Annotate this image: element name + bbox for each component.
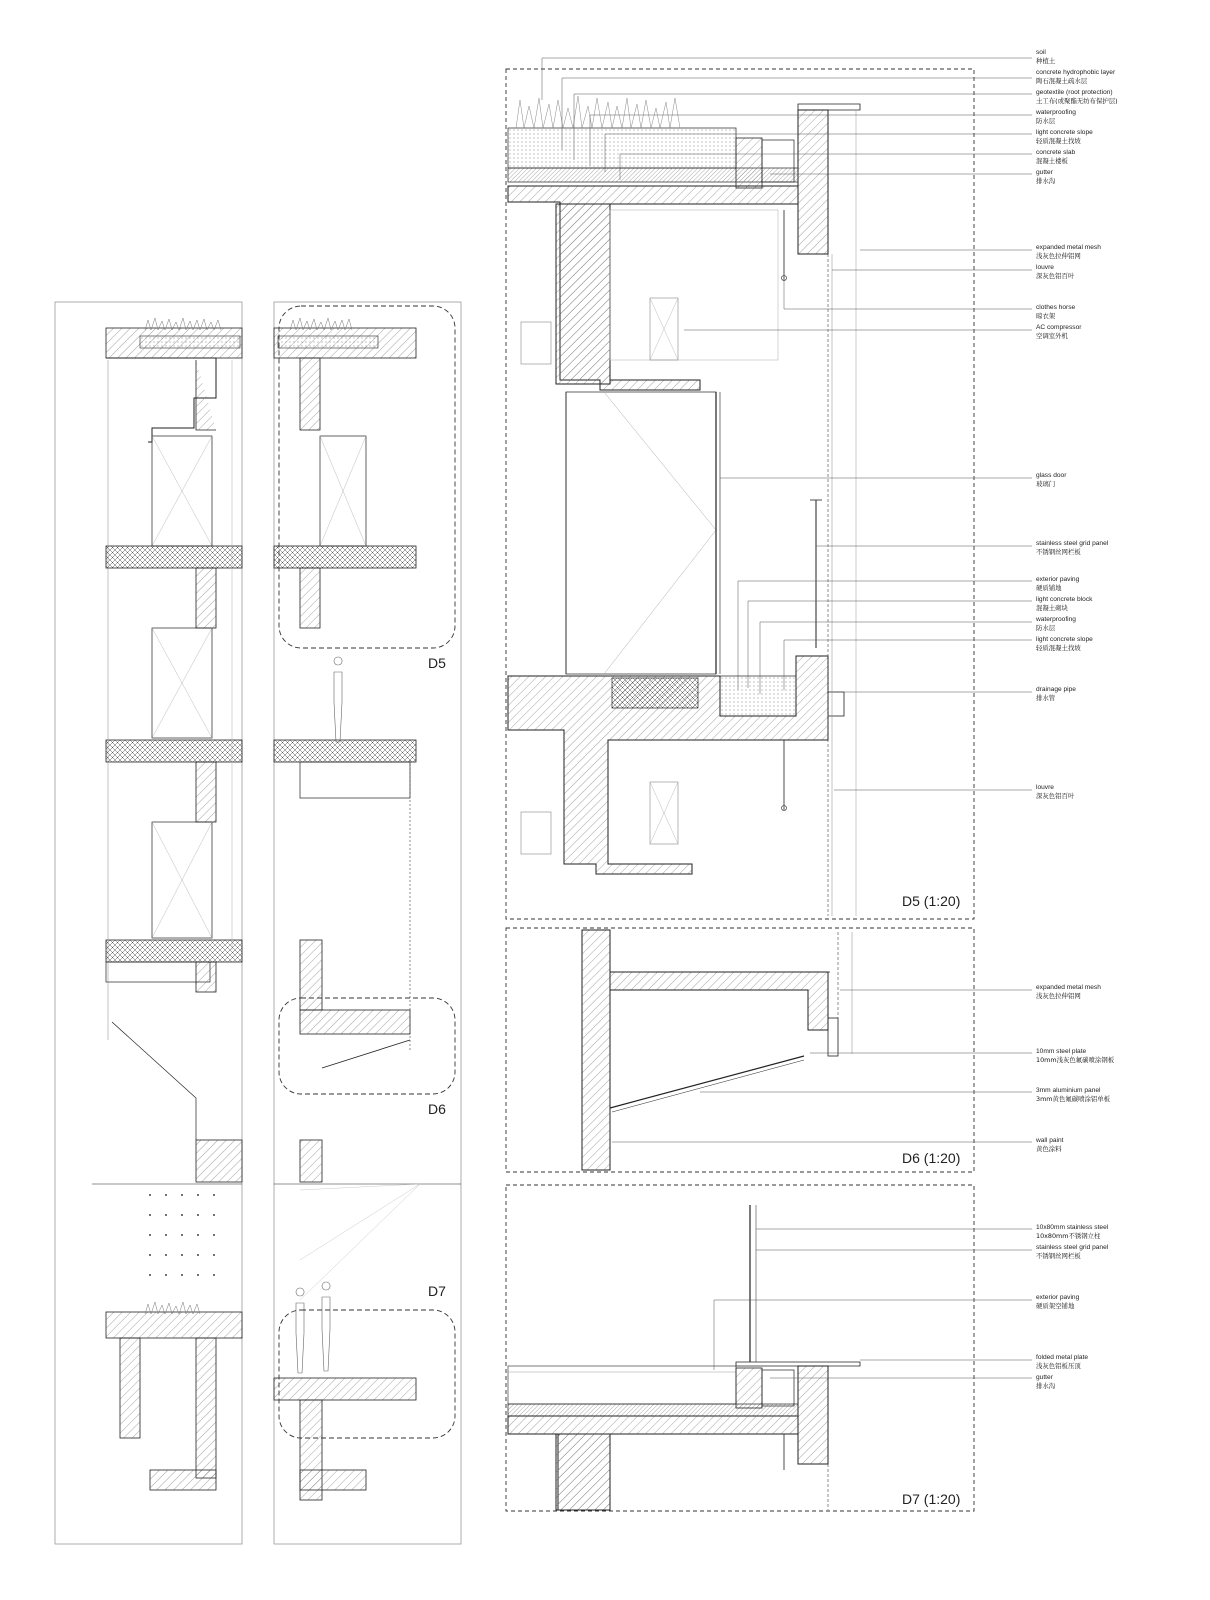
d6-label: 10mm steel plate 10mm浅灰色氟碳喷涂钢板 (1036, 1048, 1115, 1064)
d5-label: gutter 排水沟 (1036, 169, 1056, 185)
d5-label: concrete slab 混凝土楼板 (1036, 149, 1076, 165)
d7-label: 10x80mm stainless steel 10x80mm不锈钢立柱 (1036, 1224, 1109, 1240)
d5-label: AC compressor 空调室外机 (1036, 324, 1082, 340)
d5-label: clothes horse 晾衣架 (1036, 304, 1076, 320)
d5-label: light concrete block 混凝土砌块 (1036, 596, 1093, 612)
d5-label: louvre 深灰色铝百叶 (1036, 784, 1075, 800)
d5-label: waterproofing 防水层 (1036, 109, 1076, 125)
d6-label: expanded metal mesh 浅灰色拉伸铝网 (1036, 984, 1101, 1000)
d6-label: 3mm aluminium panel 3mm黄色氟碳喷涂铝单板 (1036, 1087, 1111, 1103)
left-section-strip-a (55, 302, 242, 1544)
tag-d6-scale: D6 (1:20) (902, 1150, 961, 1166)
tag-d5: D5 (428, 655, 446, 671)
d5-label: expanded metal mesh 浅灰色拉伸铝网 (1036, 244, 1101, 260)
tag-d7: D7 (428, 1283, 446, 1299)
tag-d5-scale: D5 (1:20) (902, 893, 961, 909)
detail-d5-drawing (506, 69, 974, 919)
d7-leader-lines (714, 1229, 1032, 1378)
d7-label: stainless steel grid panel 不锈钢丝网栏板 (1036, 1244, 1109, 1260)
detail-d7-drawing (506, 1185, 974, 1511)
d7-label: exterior paving 硬质架空铺地 (1036, 1294, 1080, 1310)
tag-d6: D6 (428, 1101, 446, 1117)
d5-label: light concrete slope 轻质混凝土找坡 (1036, 129, 1093, 145)
d5-label: concrete hydrophobic layer 陶石混凝土疏水层 (1036, 69, 1116, 85)
d7-label: folded metal plate 浅灰色铝板压顶 (1036, 1354, 1089, 1370)
d5-label: drainage pipe 排水管 (1036, 686, 1076, 702)
tag-d7-scale: D7 (1:20) (902, 1491, 961, 1507)
d5-label: exterior paving 硬质铺地 (1036, 576, 1080, 592)
d5-label: louvre 深灰色铝百叶 (1036, 264, 1075, 280)
d5-label: light concrete slope 轻质混凝土找坡 (1036, 636, 1093, 652)
detail-d6-drawing (506, 928, 974, 1172)
d7-label: gutter 排水沟 (1036, 1374, 1056, 1390)
left-section-strip-b (274, 302, 461, 1544)
d5-label: geotextile (root protection) 土工布(或聚酯无纺布保护层) (1036, 89, 1118, 105)
d5-label: stainless steel grid panel 不锈钢丝网栏板 (1036, 540, 1109, 556)
d5-label: soil 种植土 (1036, 49, 1056, 65)
d5-label: glass door 玻璃门 (1036, 472, 1067, 488)
d6-label: wall paint 黄色涂料 (1036, 1137, 1064, 1153)
d5-label: waterproofing 防水层 (1036, 616, 1076, 632)
